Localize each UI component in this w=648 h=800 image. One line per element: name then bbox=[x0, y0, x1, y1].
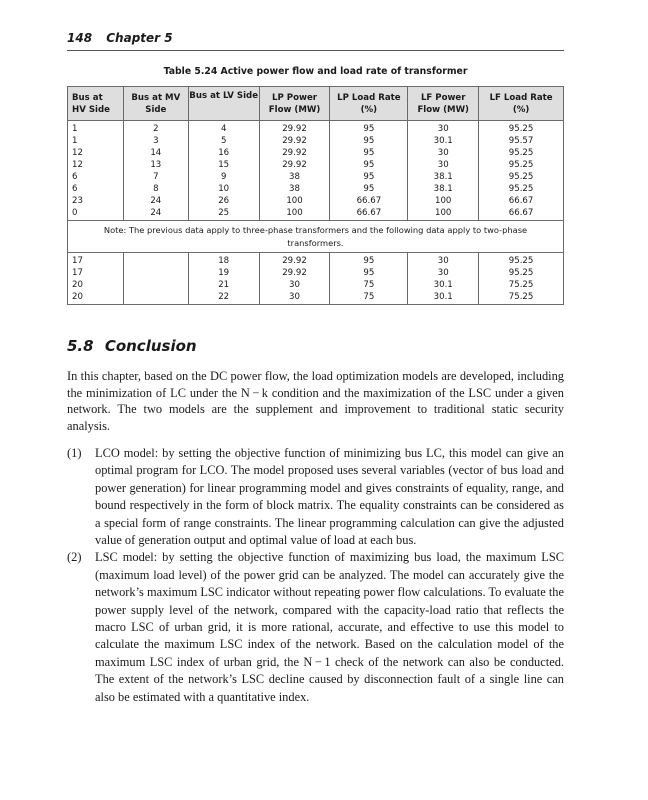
table-cell: 2 bbox=[123, 121, 188, 136]
list-marker: (1) bbox=[67, 446, 82, 460]
header-rule bbox=[67, 50, 564, 51]
table-caption: Table 5.24 Active power flow and load rate of transformer bbox=[163, 66, 468, 77]
table-cell: 95.25 bbox=[479, 267, 564, 279]
table-cell: 12 bbox=[68, 159, 124, 171]
table-cell: 30 bbox=[408, 147, 479, 159]
table-cell: 26 bbox=[188, 195, 259, 207]
list-item-text: LSC model: by setting the objective function of maximizing bus load, the maximum LSC (maximum load level) of the power grid can be analyzed. The model can accurately give the network’s maximum LSC indicator without repeating power flow calculations. To evaluate the power supply level of the network, compared with the capacity-load ratio that reflects the macro LSC of urban grid, it is more rational, accurate, and effective to use this model to calculate the maximum LSC index of the network. Based on the calculation model of the maximum LSC index of urban grid, the N − 1 check of the network can also be conducted. The extent of the network’s LSC decline caused by disconnection fault of a single line can also be estimated with a quantitative index. bbox=[95, 550, 564, 704]
table-header-row bbox=[68, 87, 564, 121]
table-cell: 17 bbox=[68, 267, 124, 279]
table-cell: 95.25 bbox=[479, 159, 564, 171]
section-heading bbox=[67, 337, 197, 355]
column-header: LF Power Flow (MW) bbox=[408, 87, 479, 121]
table-cell: 24 bbox=[123, 195, 188, 207]
table-cell: 95.57 bbox=[479, 135, 564, 147]
table-cell: 1 bbox=[68, 135, 124, 147]
list-item bbox=[67, 549, 564, 706]
table-cell: 17 bbox=[68, 253, 124, 268]
table-cell: 1 bbox=[68, 121, 124, 136]
section-number: 5.8 bbox=[67, 337, 94, 355]
table-cell: 75 bbox=[330, 291, 408, 305]
three-phase-rows bbox=[68, 121, 564, 221]
table-cell: 95.25 bbox=[479, 121, 564, 136]
table-cell: 29.92 bbox=[259, 159, 330, 171]
table-cell: 10 bbox=[188, 183, 259, 195]
table-cell: 95.25 bbox=[479, 253, 564, 268]
table-row bbox=[68, 253, 564, 268]
table-cell: 13 bbox=[123, 159, 188, 171]
table-row bbox=[68, 171, 564, 183]
table-cell: 66.67 bbox=[330, 207, 408, 221]
table-cell: 30.1 bbox=[408, 291, 479, 305]
chapter-label: Chapter 5 bbox=[106, 31, 173, 45]
table-cell: 6 bbox=[68, 183, 124, 195]
table-cell: 30 bbox=[408, 267, 479, 279]
table-cell: 3 bbox=[123, 135, 188, 147]
table-cell: 75.25 bbox=[479, 291, 564, 305]
column-header: Bus at HV Side bbox=[68, 87, 124, 121]
column-header: LF Load Rate (%) bbox=[479, 87, 564, 121]
table-row bbox=[68, 121, 564, 136]
table-row bbox=[68, 291, 564, 305]
table-cell bbox=[123, 291, 188, 305]
table-cell: 8 bbox=[123, 183, 188, 195]
table-cell: 29.92 bbox=[259, 147, 330, 159]
page-number: 148 bbox=[67, 31, 93, 45]
table-row bbox=[68, 195, 564, 207]
table-cell: 30 bbox=[259, 279, 330, 291]
list-item bbox=[67, 445, 564, 549]
table-cell: 95 bbox=[330, 171, 408, 183]
section-title: Conclusion bbox=[104, 337, 197, 355]
list-marker: (2) bbox=[67, 550, 82, 565]
table-cell: 15 bbox=[188, 159, 259, 171]
table-cell: 14 bbox=[123, 147, 188, 159]
list-item-text: LCO model: by setting the objective function of minimizing bus LC, this model can give an optimal program for LCO. The model proposed uses several variables (vector of bus load and power generation) for linear programming model and gives constraints of equality, range, and bound respectively in the form of block matrix. The equality constraints can be considered as a special form of range constraints. The linear programming calculation can give the adjusted value of generation output and optimal value of load at each bus. bbox=[95, 446, 564, 548]
table-cell: 95.25 bbox=[479, 183, 564, 195]
intro-paragraph: In this chapter, based on the DC power flow, the load optimization models are developed, including the minimization of LC under the N − k condition and the maximization of the LSC under a given network. The two models are the supplement and improvement to traditional static security analysis. bbox=[67, 369, 564, 434]
table-cell: 20 bbox=[68, 291, 124, 305]
table-cell: 95 bbox=[330, 135, 408, 147]
table-note: Note: The previous data apply to three-phase transformers and the following data apply to two-phase transformers. bbox=[68, 221, 564, 253]
table-cell: 9 bbox=[188, 171, 259, 183]
table-cell: 24 bbox=[123, 207, 188, 221]
table-row bbox=[68, 183, 564, 195]
table-cell: 12 bbox=[68, 147, 124, 159]
table-cell bbox=[123, 253, 188, 268]
table-cell: 29.92 bbox=[259, 135, 330, 147]
table-cell: 95 bbox=[330, 147, 408, 159]
table-cell: 95 bbox=[330, 267, 408, 279]
table-cell: 30 bbox=[259, 291, 330, 305]
table-cell: 30.1 bbox=[408, 135, 479, 147]
column-header: LP Load Rate (%) bbox=[330, 87, 408, 121]
table-cell: 66.67 bbox=[479, 195, 564, 207]
table-row bbox=[68, 279, 564, 291]
table-note-row bbox=[68, 221, 564, 253]
running-head bbox=[67, 31, 173, 45]
table-row bbox=[68, 147, 564, 159]
table-cell: 21 bbox=[188, 279, 259, 291]
table-cell: 16 bbox=[188, 147, 259, 159]
table-cell: 30 bbox=[408, 159, 479, 171]
column-header: LP Power Flow (MW) bbox=[259, 87, 330, 121]
table-cell: 38 bbox=[259, 183, 330, 195]
table-cell: 95.25 bbox=[479, 171, 564, 183]
table-cell: 30 bbox=[408, 253, 479, 268]
table-cell bbox=[123, 279, 188, 291]
table-cell: 95 bbox=[330, 253, 408, 268]
table-cell: 23 bbox=[68, 195, 124, 207]
transformer-power-flow-table bbox=[67, 86, 564, 305]
two-phase-rows bbox=[68, 253, 564, 305]
table-row bbox=[68, 159, 564, 171]
table-cell: 75 bbox=[330, 279, 408, 291]
table-cell: 19 bbox=[188, 267, 259, 279]
table-cell: 100 bbox=[259, 207, 330, 221]
table-cell: 29.92 bbox=[259, 267, 330, 279]
table-cell: 38.1 bbox=[408, 171, 479, 183]
table-row bbox=[68, 207, 564, 221]
table-cell: 29.92 bbox=[259, 121, 330, 136]
table-cell: 18 bbox=[188, 253, 259, 268]
table-cell: 38.1 bbox=[408, 183, 479, 195]
table-cell: 25 bbox=[188, 207, 259, 221]
table-cell: 95 bbox=[330, 183, 408, 195]
table-cell: 5 bbox=[188, 135, 259, 147]
table-cell bbox=[123, 267, 188, 279]
table-cell: 95 bbox=[330, 159, 408, 171]
column-header: Bus at LV Side bbox=[188, 87, 259, 121]
table-cell: 30.1 bbox=[408, 279, 479, 291]
table-cell: 4 bbox=[188, 121, 259, 136]
table-cell: 66.67 bbox=[479, 207, 564, 221]
table-cell: 22 bbox=[188, 291, 259, 305]
table-cell: 95 bbox=[330, 121, 408, 136]
table-cell: 95.25 bbox=[479, 147, 564, 159]
table-cell: 100 bbox=[408, 207, 479, 221]
table-cell: 7 bbox=[123, 171, 188, 183]
table-row bbox=[68, 267, 564, 279]
table-cell: 66.67 bbox=[330, 195, 408, 207]
column-header: Bus at MV Side bbox=[123, 87, 188, 121]
table-cell: 30 bbox=[408, 121, 479, 136]
table-cell: 75.25 bbox=[479, 279, 564, 291]
table-cell: 6 bbox=[68, 171, 124, 183]
table-cell: 20 bbox=[68, 279, 124, 291]
table-cell: 29.92 bbox=[259, 253, 330, 268]
table-cell: 100 bbox=[408, 195, 479, 207]
table-cell: 100 bbox=[259, 195, 330, 207]
conclusion-list bbox=[67, 445, 564, 706]
table-cell: 38 bbox=[259, 171, 330, 183]
table-cell: 0 bbox=[68, 207, 124, 221]
table-row bbox=[68, 135, 564, 147]
